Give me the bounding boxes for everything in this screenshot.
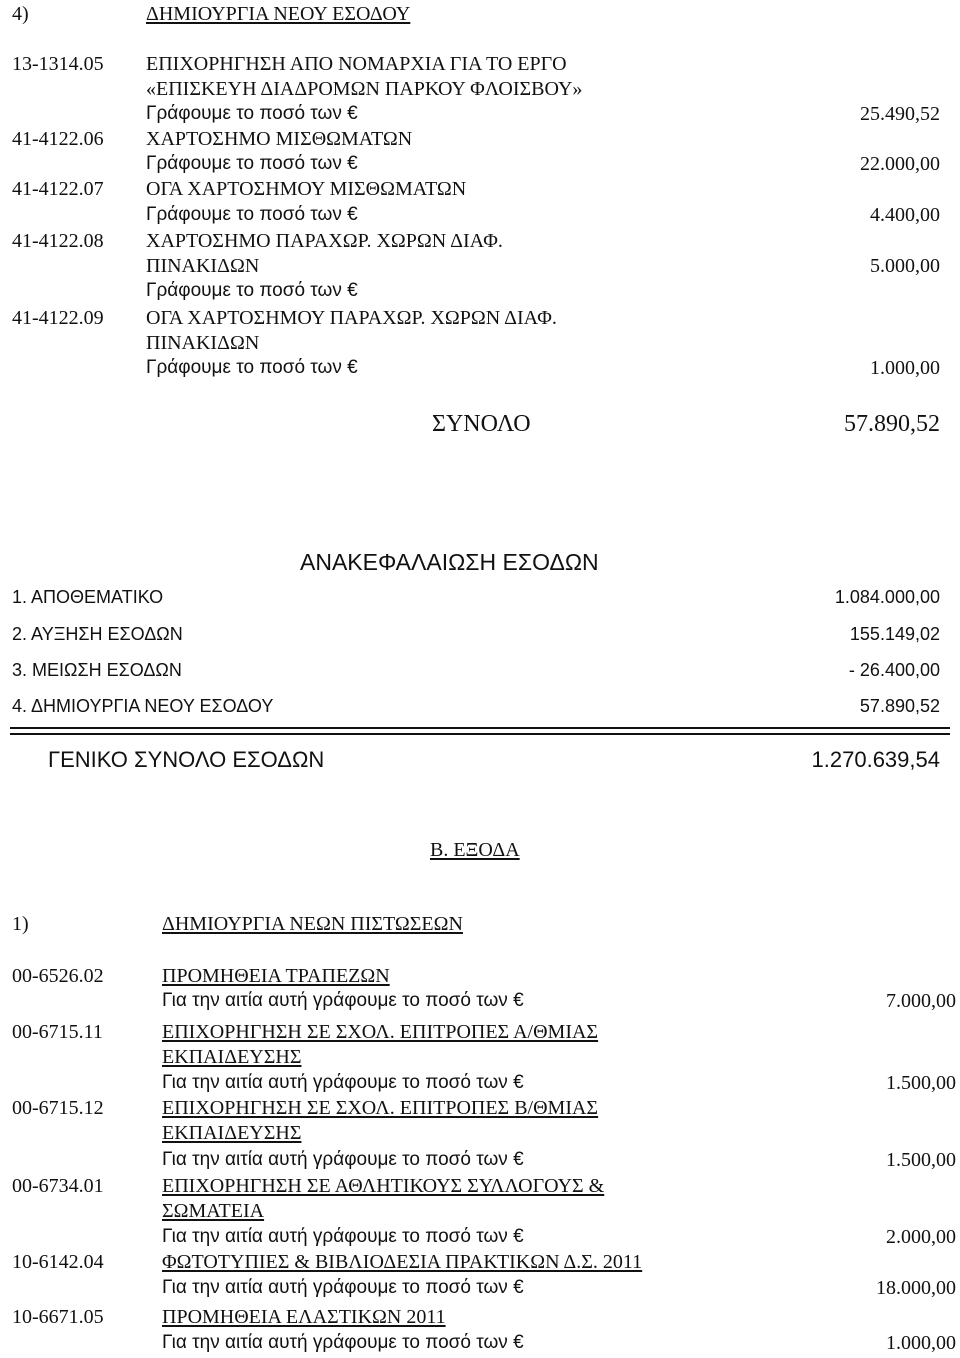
recap-row-value: 1.084.000,00 <box>834 587 940 607</box>
grand-total-value: 1.270.639,54 <box>811 747 940 772</box>
entry-code: 41-4122.09 <box>12 307 104 329</box>
expense-title: ΕΠΙΧΟΡΗΓΗΣΗ ΣΕ ΣΧΟΛ. ΕΠΙΤΡΟΠΕΣ Β/ΘΜΙΑΣ <box>162 1097 599 1119</box>
expense-title: ΠΡΟΜΗΘΕΙΑ ΕΛΑΣΤΙΚΩΝ 2011 <box>162 1306 446 1328</box>
recap-row-value: 155.149,02 <box>849 624 940 644</box>
entry-note: Γράφουμε το ποσό των € <box>146 103 358 124</box>
entry-amount: 25.490,52 <box>860 103 940 125</box>
entry-amount: 4.400,00 <box>870 204 940 226</box>
entry-code: 41-4122.06 <box>12 128 104 150</box>
recap-row-label: 1. ΑΠΟΘΕΜΑΤΙΚΟ <box>12 587 164 607</box>
recap-row-label: 2. ΑΥΞΗΣΗ ΕΣΟΔΩΝ <box>12 624 183 644</box>
expense-note: Για την αιτία αυτή γράφουμε το ποσό των € <box>162 1332 524 1353</box>
expense-amount: 7.000,00 <box>886 990 956 1012</box>
expense-code: 00-6734.01 <box>12 1175 104 1197</box>
expense-note: Για την αιτία αυτή γράφουμε το ποσό των € <box>162 1277 524 1298</box>
expense-title: ΕΠΙΧΟΡΗΓΗΣΗ ΣΕ ΑΘΛΗΤΙΚΟΥΣ ΣΥΛΛΟΓΟΥΣ & <box>162 1175 605 1197</box>
section-title: ΔΗΜΙΟΥΡΓΙΑ ΝΕΟΥ ΕΣΟΔΟΥ <box>146 3 411 25</box>
divider-line <box>10 727 950 729</box>
total-value: 57.890,52 <box>844 411 940 437</box>
grand-total-label: ΓΕΝΙΚΟ ΣΥΝΟΛΟ ΕΣΟΔΩΝ <box>48 747 325 772</box>
divider-line <box>10 733 950 735</box>
entry-amount: 22.000,00 <box>860 153 940 175</box>
recap-row-label: 3. ΜΕΙΩΣΗ ΕΣΟΔΩΝ <box>12 660 182 680</box>
expense-amount: 2.000,00 <box>886 1226 956 1248</box>
expenses-sub-number: 1) <box>12 913 29 935</box>
recap-row-value: 57.890,52 <box>859 696 940 716</box>
expense-amount: 1.500,00 <box>886 1072 956 1094</box>
entry-code: 41-4122.08 <box>12 230 104 252</box>
expense-title: ΦΩΤΟΤΥΠΙΕΣ & ΒΙΒΛΙΟΔΕΣΙΑ ΠΡΑΚΤΙΚΩΝ Δ.Σ. 2011 <box>162 1251 643 1273</box>
expense-amount: 18.000,00 <box>876 1277 956 1299</box>
entry-code: 41-4122.07 <box>12 178 104 200</box>
expense-code: 10-6142.04 <box>12 1251 104 1273</box>
section-number: 4) <box>12 3 29 25</box>
expense-title-cont: ΕΚΠΑΙΔΕΥΣΗΣ <box>162 1122 302 1144</box>
expense-code: 00-6526.02 <box>12 965 104 987</box>
expense-note: Για την αιτία αυτή γράφουμε το ποσό των € <box>162 990 524 1011</box>
entry-title-cont: ΠΙΝΑΚΙΔΩΝ <box>146 255 260 277</box>
entry-note: Γράφουμε το ποσό των € <box>146 280 358 301</box>
entry-title: ΧΑΡΤΟΣΗΜΟ ΠΑΡΑΧΩΡ. ΧΩΡΩΝ ΔΙΑΦ. <box>146 230 503 252</box>
expenses-title: Β. ΕΞΟΔΑ <box>430 839 520 861</box>
entry-note: Γράφουμε το ποσό των € <box>146 153 358 174</box>
entry-amount: 1.000,00 <box>870 357 940 379</box>
recap-row-label: 4. ΔΗΜΙΟΥΡΓΙΑ ΝΕΟΥ ΕΣΟΔΟΥ <box>12 696 274 716</box>
expense-code: 00-6715.11 <box>12 1021 103 1043</box>
entry-title-cont: ΠΙΝΑΚΙΔΩΝ <box>146 332 260 354</box>
entry-title: ΟΓΑ ΧΑΡΤΟΣΗΜΟΥ ΠΑΡΑΧΩΡ. ΧΩΡΩΝ ΔΙΑΦ. <box>146 307 557 329</box>
expense-title-cont: ΣΩΜΑΤΕΙΑ <box>162 1200 265 1222</box>
expense-code: 00-6715.12 <box>12 1097 104 1119</box>
expense-title: ΠΡΟΜΗΘΕΙΑ ΤΡΑΠΕΖΩΝ <box>162 965 390 987</box>
entry-note: Γράφουμε το ποσό των € <box>146 357 358 378</box>
expense-note: Για την αιτία αυτή γράφουμε το ποσό των € <box>162 1149 524 1170</box>
expense-note: Για την αιτία αυτή γράφουμε το ποσό των € <box>162 1072 524 1093</box>
entry-title: ΧΑΡΤΟΣΗΜΟ ΜΙΣΘΩΜΑΤΩΝ <box>146 128 413 150</box>
expense-amount: 1.000,00 <box>886 1332 956 1354</box>
expense-code: 10-6671.05 <box>12 1306 104 1328</box>
entry-title: ΕΠΙΧΟΡΗΓΗΣΗ ΑΠΟ ΝΟΜΑΡΧΙΑ ΓΙΑ ΤΟ ΕΡΓΟ <box>146 53 567 75</box>
recap-title: ΑΝΑΚΕΦΑΛΑΙΩΣΗ ΕΣΟΔΩΝ <box>300 549 599 575</box>
entry-title: ΟΓΑ ΧΑΡΤΟΣΗΜΟΥ ΜΙΣΘΩΜΑΤΩΝ <box>146 178 467 200</box>
expense-amount: 1.500,00 <box>886 1149 956 1171</box>
entry-note: Γράφουμε το ποσό των € <box>146 204 358 225</box>
recap-row-value: - 26.400,00 <box>848 660 940 680</box>
entry-amount: 5.000,00 <box>870 255 940 277</box>
expense-title-cont: ΕΚΠΑΙΔΕΥΣΗΣ <box>162 1046 302 1068</box>
entry-title-cont: «ΕΠΙΣΚΕΥΗ ΔΙΑΔΡΟΜΩΝ ΠΑΡΚΟΥ ΦΛΟΙΣΒΟΥ» <box>146 78 583 100</box>
entry-code: 13-1314.05 <box>12 53 104 75</box>
total-label: ΣΥΝΟΛΟ <box>432 411 531 437</box>
expense-note: Για την αιτία αυτή γράφουμε το ποσό των € <box>162 1226 524 1247</box>
expense-title: ΕΠΙΧΟΡΗΓΗΣΗ ΣΕ ΣΧΟΛ. ΕΠΙΤΡΟΠΕΣ Α/ΘΜΙΑΣ <box>162 1021 599 1043</box>
expenses-sub-title: ΔΗΜΙΟΥΡΓΙΑ ΝΕΩΝ ΠΙΣΤΩΣΕΩΝ <box>162 913 463 935</box>
